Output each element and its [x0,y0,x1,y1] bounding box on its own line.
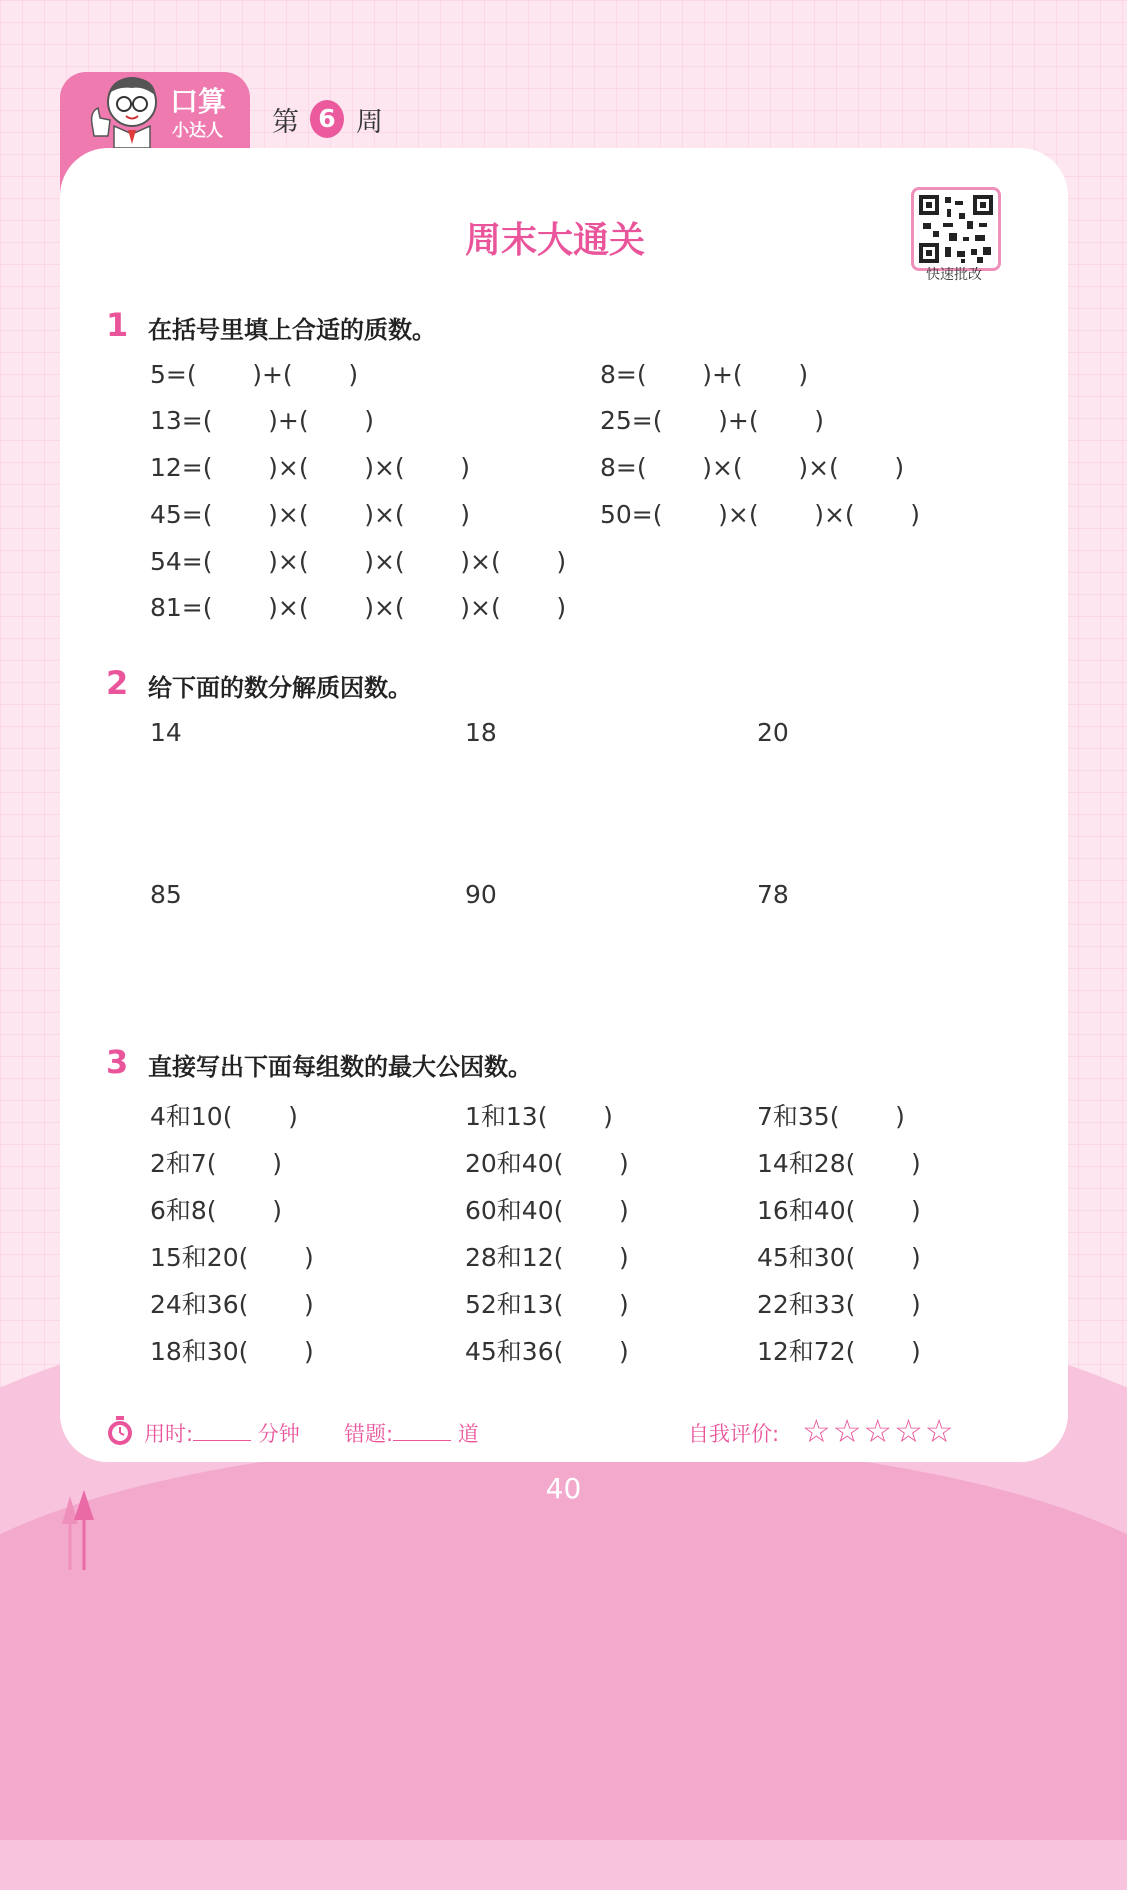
s1-item: 13=( )+( ) [150,406,374,435]
s3-item: 20和40( ) [465,1149,629,1178]
time-field [144,1418,300,1448]
qr-label: 快速批改 [926,267,982,283]
s3-item: 14和28( ) [757,1149,921,1178]
s3-item: 28和12( ) [465,1243,629,1272]
s2-number: 90 [465,880,497,909]
s1-item: 81=( )×( )×( )×( ) [150,593,567,622]
errors-blank[interactable] [393,1422,451,1441]
time-blank[interactable] [193,1422,251,1441]
s3-item: 16和40( ) [757,1196,921,1225]
s2-number: 20 [757,718,789,747]
s2-number: 18 [465,718,497,747]
s3-item: 7和35( ) [757,1102,905,1131]
s2-number: 14 [150,718,182,747]
s2-number: 78 [757,880,789,909]
time-unit: 分钟 [257,1422,300,1446]
week-number-badge: 6 [310,100,344,138]
s3-item: 18和30( ) [150,1337,314,1366]
week-suffix: 周 [356,107,383,138]
s1-item: 8=( )×( )×( ) [600,453,905,482]
s1-item: 12=( )×( )×( ) [150,453,471,482]
errors-label: 错题: [344,1422,394,1446]
brand-subtitle: 小达人 [172,121,223,141]
stopwatch-icon [106,1416,134,1446]
week-prefix: 第 [272,107,299,138]
s3-item: 52和13( ) [465,1290,629,1319]
s3-item: 60和40( ) [465,1196,629,1225]
self-eval-label: 自我评价: [688,1422,780,1446]
time-label: 用时: [144,1422,194,1446]
s3-item: 2和7( ) [150,1149,282,1178]
s3-item: 1和13( ) [465,1102,613,1131]
s1-item: 54=( )×( )×( )×( ) [150,547,567,576]
s1-item: 45=( )×( )×( ) [150,500,471,529]
s1-item: 8=( )+( ) [600,360,809,389]
qr-code[interactable] [911,187,1001,271]
section-3-title: 直接写出下面每组数的最大公因数。 [148,1053,532,1081]
brand-title: 口算 [170,85,227,118]
section-2-title: 给下面的数分解质因数。 [148,674,412,702]
s2-number: 85 [150,880,182,909]
errors-field [344,1418,479,1448]
s3-item: 4和10( ) [150,1102,298,1131]
page-number: 40 [545,1472,582,1505]
s3-item: 45和30( ) [757,1243,921,1272]
s3-item: 45和36( ) [465,1337,629,1366]
section-1-title: 在括号里填上合适的质数。 [148,316,436,344]
section-2-number: 2 [106,664,129,702]
s3-item: 15和20( ) [150,1243,314,1272]
arrow-tree-icon [56,1490,100,1570]
s1-item: 50=( )×( )×( ) [600,500,921,529]
s1-item: 25=( )+( ) [600,406,824,435]
s1-item: 5=( )+( ) [150,360,359,389]
section-1-number: 1 [106,306,129,344]
s3-item: 6和8( ) [150,1196,282,1225]
errors-unit: 道 [457,1422,479,1446]
rating-stars[interactable]: ☆☆☆☆☆ [802,1412,956,1450]
s3-item: 22和33( ) [757,1290,921,1319]
page-title: 周末大通关 [464,220,645,261]
section-3-number: 3 [106,1043,129,1081]
s3-item: 24和36( ) [150,1290,314,1319]
cartoon-boy-icon [84,74,164,148]
qr-code-icon [917,193,995,265]
s3-item: 12和72( ) [757,1337,921,1366]
